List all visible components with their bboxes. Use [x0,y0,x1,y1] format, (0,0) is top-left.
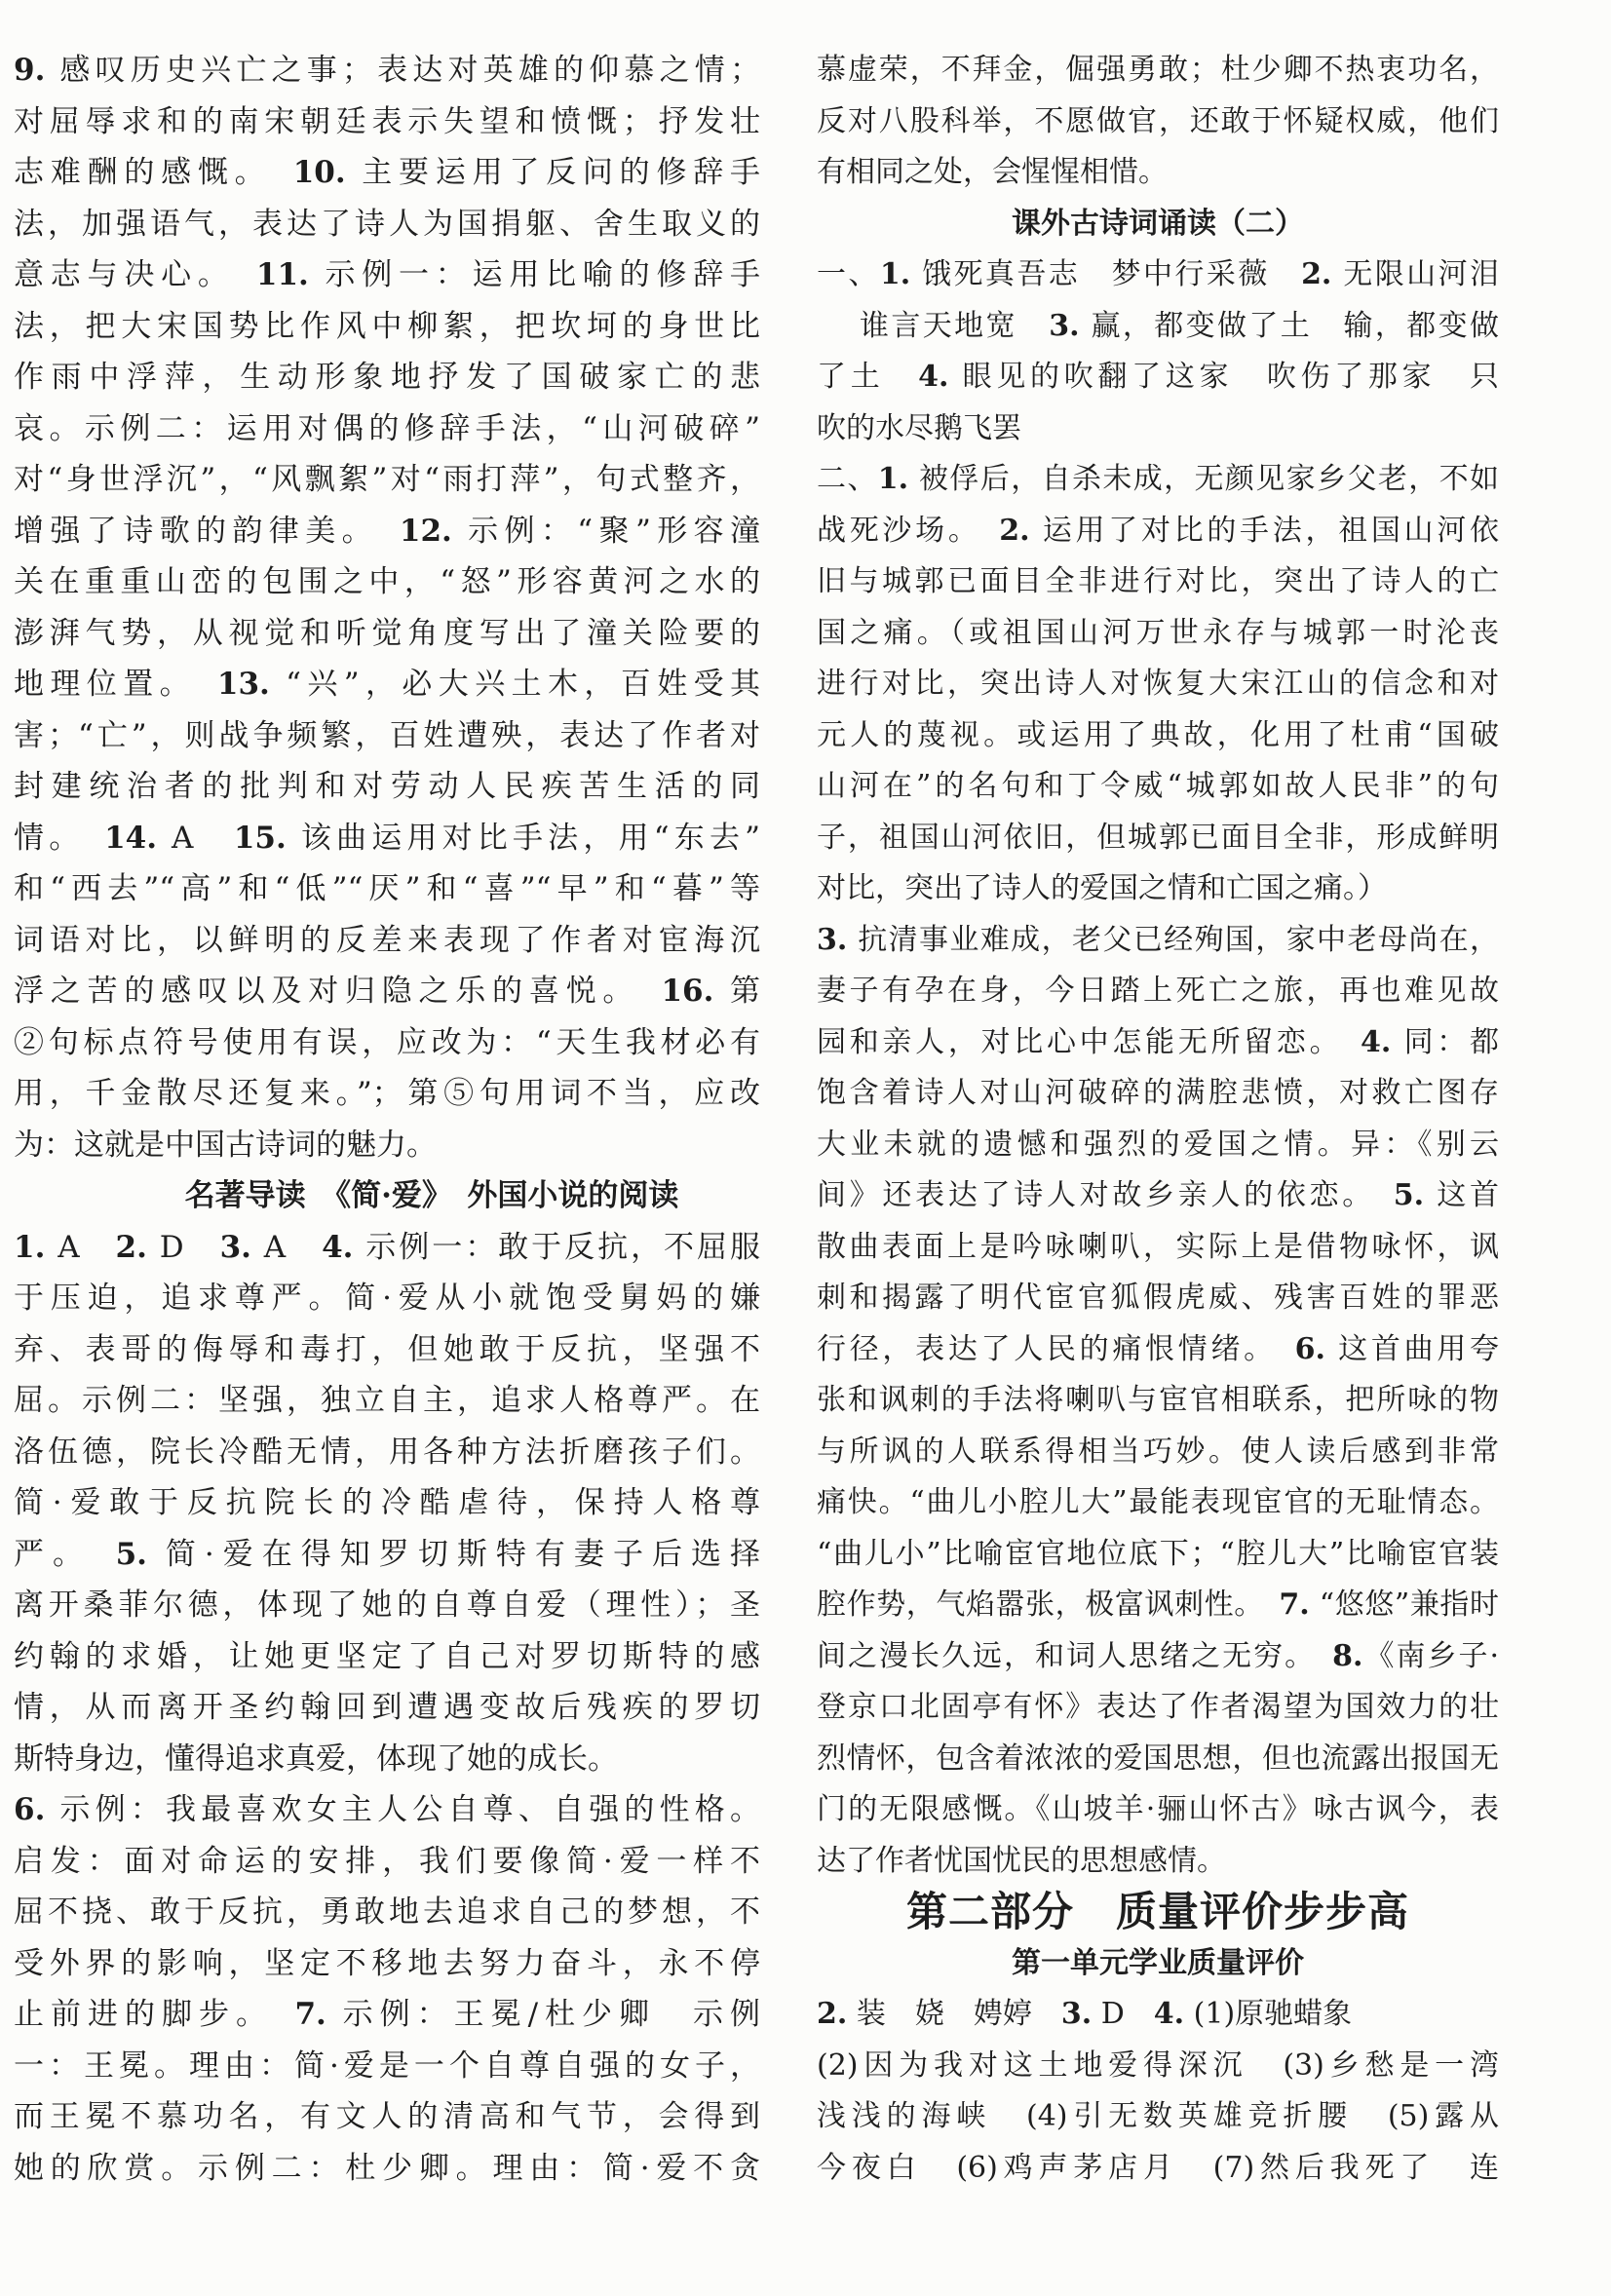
answer-line: 受外界的影响，坚定不移地去努力奋斗，永不停 [14,1945,760,1981]
answer-line: 达了作者忧国忧民的思想感情。 [817,1843,1226,1878]
answer-line: 园和亲人，对比心中怎能无所留恋。 4. 同：都 [817,1024,1499,1059]
answer-line: 谁言天地宽 3. 赢，都变做了土 输，都变做 [860,308,1499,343]
answer-line: 法，把大宋国势比作风中柳絮，把坎坷的身世比 [14,308,760,344]
answer-line: 她的欣赏。示例二：杜少卿。理由：简·爱不贪 [14,2150,760,2186]
answer-line: 法，加强语气，表达了诗人为国捐躯、舍生取义的 [14,206,760,242]
answer-line: 害；“亡”，则战争频繁，百姓遭殃，表达了作者对 [14,717,760,753]
answer-line: 今夜白 (6)鸡声茅店月 (7)然后我死了 连 [817,2150,1499,2185]
answer-line: 子，祖国山河依旧，但城郭已面目全非，形成鲜明 [817,820,1499,855]
answer-line: 登京口北固亭有怀》表达了作者渴望为国效力的壮 [817,1690,1499,1724]
answer-line: 慕虚荣，不拜金，倔强勇敢；杜少卿不热衷功名， [817,53,1499,87]
answer-line: 3. 抗清事业难成，老父已经殉国，家中老母尚在， [817,922,1499,957]
answer-line: 腔作势，气焰嚣张，极富讽刺性。 7. “悠悠”兼指时 [817,1588,1499,1622]
right-column [817,45,1499,2194]
answer-line: 封建统治者的批判和对劳动人民疾苦生活的同 [14,769,760,804]
answer-line: 饱含着诗人对山河破碎的满腔悲愤，对救亡图存 [817,1076,1499,1110]
answer-line: 散曲表面上是吟咏喇叭，实际上是借物咏怀，讽 [817,1229,1499,1264]
section-heading: 名著导读 《简·爱》 外国小说的阅读 [184,1178,679,1213]
answer-line: 弃、表哥的侮辱和毒打，但她敢于反抗，坚强不 [14,1331,760,1367]
answer-line: 一：王冕。理由：简·爱是一个自尊自强的女子， [14,2047,760,2084]
answer-line: 2. 装 娆 娉婷 3. D 4. (1)原驰蜡象 [817,1997,1353,2031]
answer-line: 严。 5. 简·爱在得知罗切斯特有妻子后选择 [14,1536,760,1572]
answer-line: 旧与城郭已面目全非进行对比，突出了诗人的亡 [817,564,1499,598]
answer-line: 止前进的脚步。 7. 示例：王冕/杜少卿 示例 [14,1997,760,2032]
answer-line: 1. A 2. D 3. A 4. 示例一：敢于反抗，不屈服 [14,1229,760,1265]
answer-line: 增强了诗歌的韵律美。 12. 示例：“聚”形容潼 [14,513,760,549]
answer-line: 元人的蔑视。或运用了典故，化用了杜甫“国破 [817,717,1499,752]
answer-line: 志难酬的感慨。 10. 主要运用了反问的修辞手 [14,155,760,190]
answer-line: 情，从而离开圣约翰回到遭遇变故后残疾的罗切 [14,1690,760,1725]
answer-line: 约翰的求婚，让她更坚定了自己对罗切斯特的感 [14,1638,760,1674]
answer-line: 大业未就的遗憾和强烈的爱国之情。异：《别云 [817,1127,1499,1162]
answer-line: 地理位置。 13. “兴”，必大兴土木，百姓受其 [14,667,760,702]
answer-line: 山河在”的名句和丁令威“城郭如故人民非”的句 [817,769,1499,803]
unit-heading: 第一单元学业质量评价 [1012,1945,1304,1980]
answer-line: 门的无限感慨。《山坡羊·骊山怀古》咏古讽今，表 [817,1792,1499,1826]
answer-line: 简·爱敢于反抗院长的冷酷虐待，保持人格尊 [14,1485,760,1520]
answer-line: 用，千金散尽还复来。”；第⑤句用词不当，应改 [14,1076,760,1111]
answer-line: 而王冕不慕功名，有文人的清高和气节，会得到 [14,2099,760,2134]
answer-line: 进行对比，突出诗人对恢复大宋江山的信念和对 [817,667,1499,701]
answer-line: 作雨中浮萍，生动形象地抒发了国破家亡的悲 [14,360,760,395]
answer-line: 有相同之处，会惺惺相惜。 [817,155,1168,189]
answer-line: 浅浅的海峡 (4)引无数英雄竞折腰 (5)露从 [817,2099,1499,2133]
answer-line: 吹的水尽鹅飞罢 [817,410,1021,445]
answer-line: 离开桑菲尔德，体现了她的自尊自爱（理性）；圣 [14,1588,760,1623]
answer-line: 澎湃气势，从视觉和听觉角度写出了潼关险要的 [14,615,760,651]
answer-line: 为：这就是中国古诗词的魅力。 [14,1127,437,1163]
answer-line: 痛快。“曲儿小腔儿大”最能表现宦官的无耻情态。 [817,1485,1499,1519]
answer-line: 妻子有孕在身，今日踏上死亡之旅，再也难见故 [817,974,1499,1008]
answer-line: 对比，突出了诗人的爱国之情和亡国之痛。） [817,871,1387,905]
answer-line: 国之痛。（或祖国山河万世永存与城郭一时沦丧 [817,615,1499,650]
answer-line: 反对八股科举，不愿做官，还敢于怀疑权威，他们 [817,103,1499,138]
answer-line: 行径，表达了人民的痛恨情绪。 6. 这首曲用夸 [817,1331,1499,1366]
answer-line: 洛伍德，院长冷酷无情，用各种方法折磨孩子们。 [14,1434,760,1470]
answer-line: 关在重重山峦的包围之中，“怒”形容黄河之水的 [14,564,760,599]
answer-line: 战死沙场。 2. 运用了对比的手法，祖国山河依 [817,513,1499,548]
answer-line: 启发：面对命运的安排，我们要像简·爱一样不 [14,1843,760,1879]
section-heading: 课外古诗词诵读（二） [1012,206,1304,241]
answer-line: 于压迫，追求尊严。简·爱从小就饱受舅妈的嫌 [14,1281,760,1316]
left-column [14,45,760,2194]
answer-line: 与所讽的人联系得相当巧妙。使人读后感到非常 [817,1434,1499,1469]
answer-line: 对“身世浮沉”，“风飘絮”对“雨打萍”，句式整齐， [14,462,760,497]
answer-line: 斯特身边，懂得追求真爱，体现了她的成长。 [14,1741,618,1777]
answer-line: 一、1. 饿死真吾志 梦中行采薇 2. 无限山河泪 [817,257,1499,291]
answer-line: 哀。示例二：运用对偶的修辞手法，“山河破碎” [14,410,760,446]
answer-line: 对屈辱求和的南宋朝廷表示失望和愤慨；抒发壮 [14,103,760,139]
answer-line: 意志与决心。 11. 示例一：运用比喻的修辞手 [14,257,760,292]
answer-line: 和“西去”“高”和“低”“厌”和“喜”“早”和“暮”等 [14,871,760,906]
answer-line: 间》还表达了诗人对故乡亲人的依恋。 5. 这首 [817,1178,1499,1212]
answer-line: 间之漫长久远，和词人思绪之无穷。 8.《南乡子· [817,1638,1499,1673]
answer-line: 词语对比，以鲜明的反差来表现了作者对宦海沉 [14,922,760,958]
answer-line: 了土 4. 眼见的吹翻了这家 吹伤了那家 只 [817,360,1499,394]
part-heading: 第二部分 质量评价步步高 [905,1888,1409,1935]
answer-line: 二、1. 被俘后，自杀未成，无颜见家乡父老，不如 [817,462,1499,496]
answer-line: 屈。示例二：坚强，独立自主，追求人格尊严。在 [14,1383,760,1418]
answer-line: (2)因为我对这土地爱得深沉 (3)乡愁是一湾 [817,2047,1499,2083]
answer-line: 张和讽刺的手法将喇叭与宦官相联系，把所咏的物 [817,1383,1499,1417]
answer-line: “曲儿小”比喻宦官地位底下；“腔儿大”比喻宦官装 [817,1536,1499,1571]
answer-line: 浮之苦的感叹以及对归隐之乐的喜悦。 16. 第 [14,974,760,1009]
answer-line: 情。 14. A 15. 该曲运用对比手法，用“东去” [14,820,760,856]
answer-line: 9. 感叹历史兴亡之事；表达对英雄的仰慕之情； [14,53,760,88]
answer-line: 屈不挠、敢于反抗，勇敢地去追求自己的梦想，不 [14,1894,760,1930]
answer-line: 6. 示例：我最喜欢女主人公自尊、自强的性格。 [14,1792,760,1827]
answer-line: 刺和揭露了明代宦官狐假虎威、残害百姓的罪恶 [817,1281,1499,1315]
answer-line: ②句标点符号使用有误，应改为：“天生我材必有 [14,1024,760,1060]
answer-line: 烈情怀，包含着浓浓的爱国思想，但也流露出报国无 [817,1741,1499,1776]
